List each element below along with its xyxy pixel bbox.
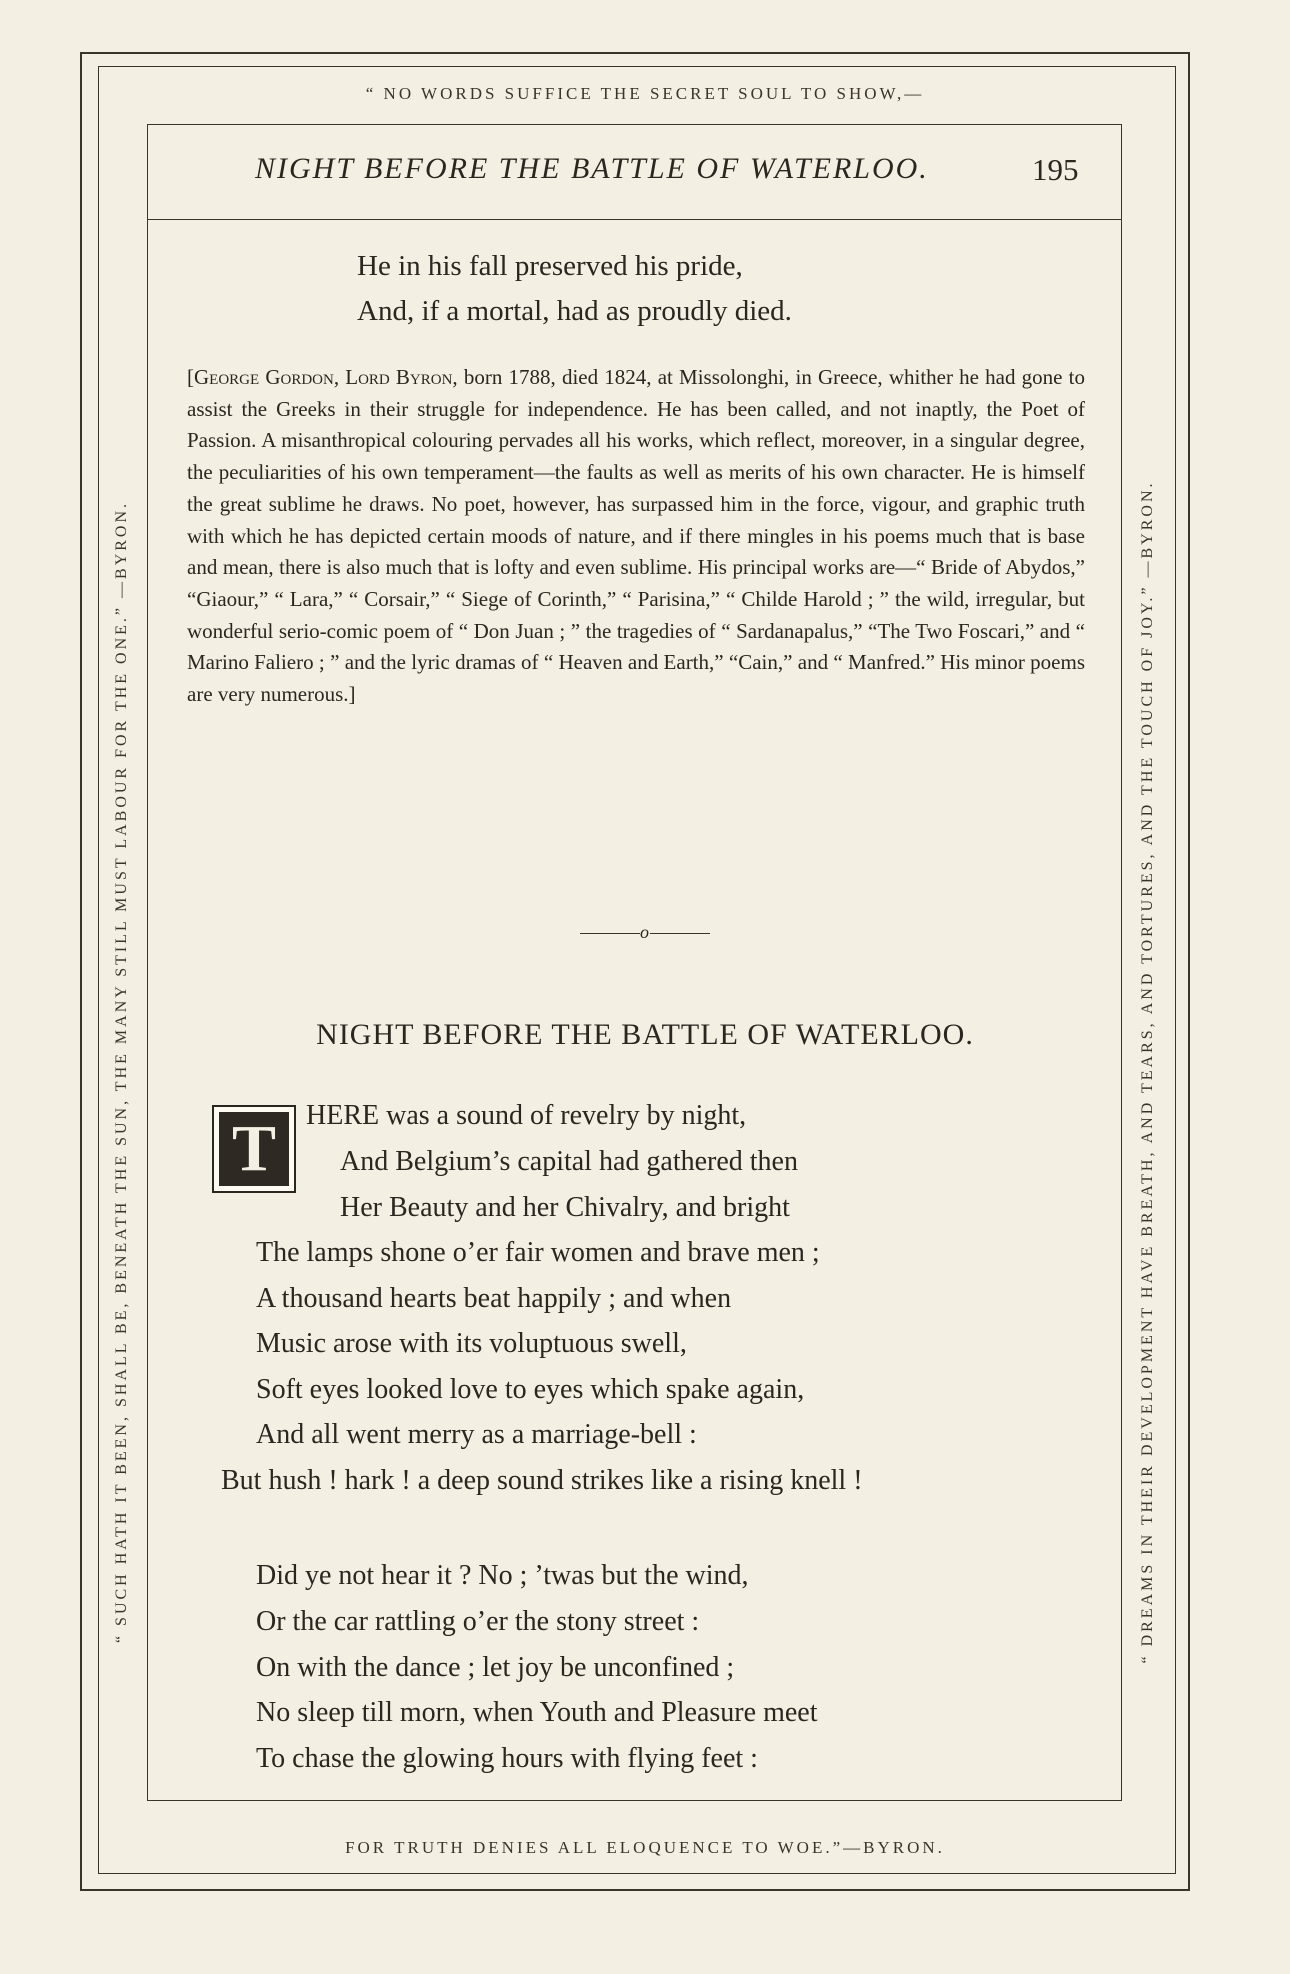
couplet-line: And, if a mortal, had as proudly died. [357,295,792,327]
motto-top: “ NO WORDS SUFFICE THE SECRET SOUL TO SHOW,— [365,84,925,103]
page-number: 195 [1032,152,1079,187]
motto-right: “ DREAMS IN THEIR DEVELOPMENT HAVE BREATH, AND TEARS, AND TORTURES, AND THE TOUCH OF JOY.” —BYRON. [1139,480,1156,1664]
running-head: NIGHT BEFORE THE BATTLE OF WATERLOO. [255,152,929,185]
bio-paragraph [187,362,1085,711]
poem-line: Soft eyes looked love to eyes which spake again, [256,1374,805,1405]
poem-line: A thousand hearts beat happily ; and when [256,1283,732,1314]
section-divider [0,922,1290,943]
page-box-right-rule [1121,124,1122,1800]
poem-line: HERE was a sound of revelry by night, [306,1100,747,1131]
poem-line: Music arose with its voluptuous swell, [256,1328,687,1359]
bio-name: [George Gordon, Lord Byron, [187,365,458,389]
poem-line: To chase the glowing hours with flying feet : [256,1743,758,1774]
motto-bottom: FOR TRUTH DENIES ALL ELOQUENCE TO WOE.”—BYRON. [345,1838,945,1857]
drop-cap-letter: T [219,1112,289,1186]
poem-line: And all went merry as a marriage-bell : [256,1419,697,1450]
poem-line: Her Beauty and her Chivalry, and bright [340,1192,790,1223]
divider-mark: o [640,922,650,942]
poem-title: NIGHT BEFORE THE BATTLE OF WATERLOO. [316,1018,974,1051]
poem-line: And Belgium’s capital had gathered then [340,1146,798,1177]
poem-line: But hush ! hark ! a deep sound strikes like a rising knell ! [221,1465,863,1496]
poem-line: No sleep till morn, when Youth and Pleasure meet [256,1697,818,1728]
poem-line: Or the car rattling o’er the stony street : [256,1606,700,1637]
page-box-bottom-rule [147,1800,1122,1801]
inner-frame [98,66,1176,1874]
page-box-top-rule [147,124,1121,125]
poem-line: The lamps shone o’er fair women and brave men ; [256,1237,820,1268]
bio-text: born 1788, died 1824, at Missolonghi, in Greece, whither he had gone to assist the Greeks in their struggle for independence. He has been called, and not inaptly, the Poet of Passion. A misanthropical colouring pervades all his works, which reflect, moreover, in a singular degree, the peculiarities of his own temperament—the faults as well as merits of his own character. He is himself the great sublime he draws. No poet, however, has surpassed him in the force, vigour, and graphic truth with which he has depicted certain moods of nature, and if there mingles in his poems much that is base and mean, there is also much that is lofty and even sublime. His principal works are—“ Bride of Abydos,” “Giaour,” “ Lara,” “ Corsair,” “ Siege of Corinth,” “ Parisina,” “ Childe Harold ; ” the wild, irregular, but wonderful serio-comic poem of “ Don Juan ; ” the tragedies of “ Sardanapalus,” “The Two Foscari,” and “ Marino Faliero ; ” and the lyric dramas of “ Heaven and Earth,” “Cain,” and “ Manfred.” His minor poems are very numerous.] [187,365,1085,707]
couplet-line: He in his fall preserved his pride, [357,250,743,282]
drop-cap-ornament [212,1105,296,1193]
motto-left: “ SUCH HATH IT BEEN, SHALL BE, BENEATH THE SUN, THE MANY STILL MUST LABOUR FOR THE ONE.” —BYRON. [113,500,130,1644]
poem-line: On with the dance ; let joy be unconfined ; [256,1652,735,1683]
header-rule [147,219,1121,220]
poem-line: Did ye not hear it ? No ; ’twas but the wind, [256,1560,749,1591]
page-box-left-rule [147,124,148,1800]
